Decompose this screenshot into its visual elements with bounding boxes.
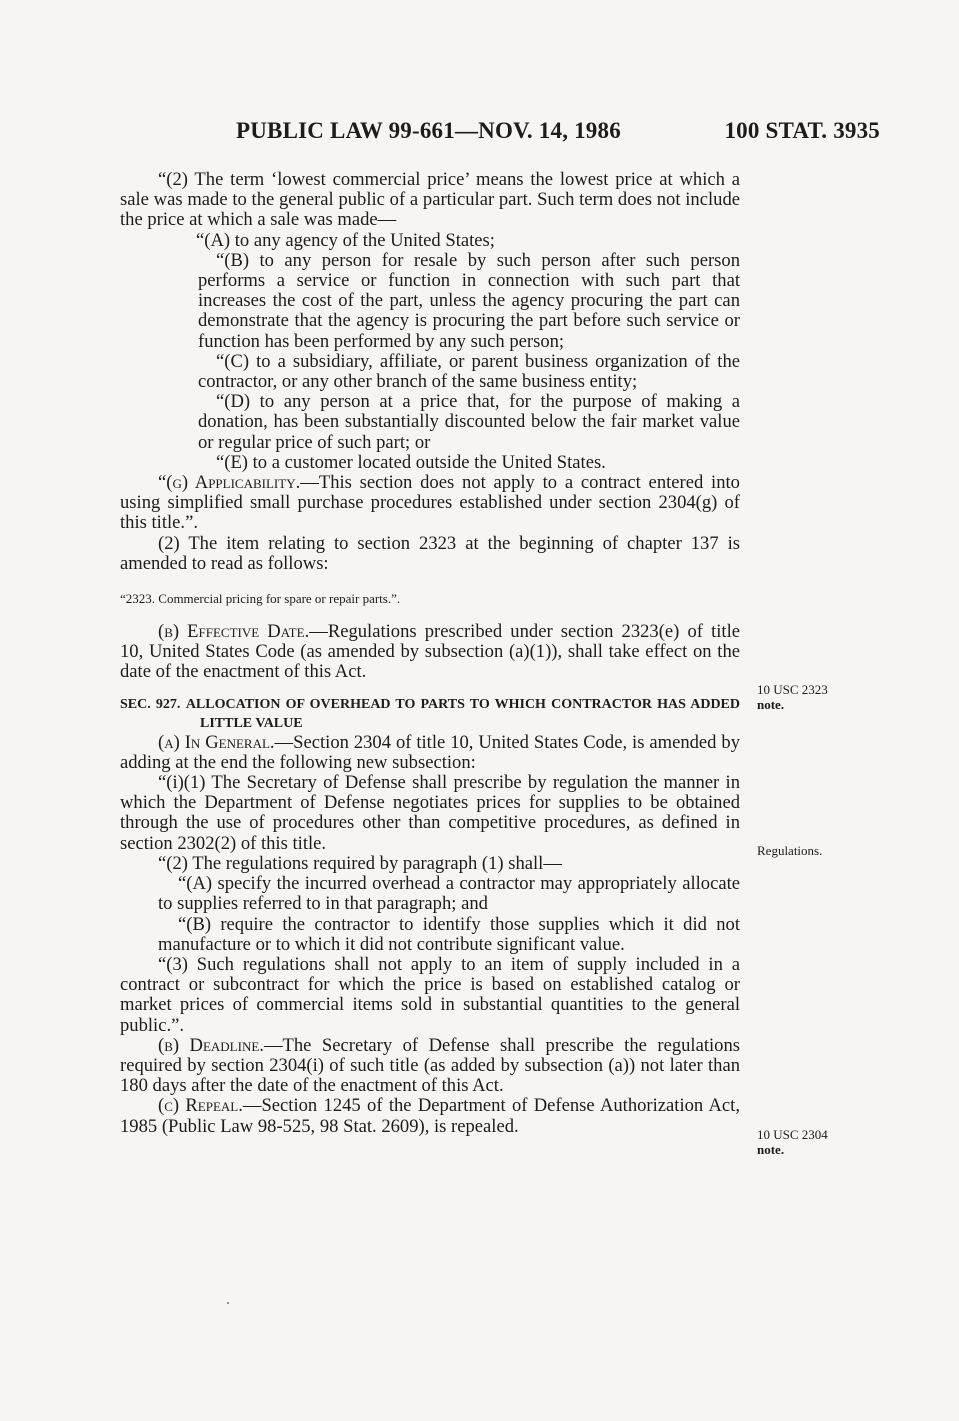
in-general-heading: (a) In General. bbox=[158, 731, 275, 753]
body-text bbox=[120, 170, 740, 1137]
paragraph-i-B: “(B) require the contractor to identify those supplies which it did not manufacture or to which it did not contribute significant value. bbox=[158, 913, 740, 955]
paragraph-lowest-price-def: “(2) The term ‘lowest commercial price’ means the lowest price at which a sale was made to the general public of a particular part. Such term does not include the price at which a sale was made— bbox=[120, 169, 740, 231]
stray-mark bbox=[227, 1302, 229, 1304]
margin-note-10usc2304 bbox=[757, 1127, 828, 1157]
section-927-number: SEC. 927. bbox=[120, 696, 181, 712]
header-title: PUBLIC LAW 99-661—NOV. 14, 1986 bbox=[236, 118, 621, 143]
paragraph-C: “(C) to a subsidiary, affiliate, or parent business organization of the contractor, or any other branch of the same business entity; bbox=[198, 350, 740, 393]
margin-note-note-2: note. bbox=[757, 1142, 785, 1157]
in-general-text: —Section 2304 of title 10, United States Code, is amended by adding at the end the following new subsection: bbox=[120, 731, 740, 773]
paragraph-in-general bbox=[120, 733, 740, 773]
paragraph-i-2: “(2) The regulations required by paragraph (1) shall— bbox=[158, 852, 562, 874]
deadline-heading: (b) Deadline. bbox=[158, 1034, 264, 1056]
margin-note-citation-2: 10 USC 2304 bbox=[757, 1127, 828, 1142]
paragraph-i-A: “(A) specify the incurred overhead a contractor may appropriately allocate to supplies referred to in that paragraph; and bbox=[158, 873, 740, 915]
margin-note-regulations bbox=[757, 843, 822, 858]
paragraph-i-3: “(3) Such regulations shall not apply to an item of supply included in a contract or subcontract for which the price is based on established catalog or market prices of commercial items sold in substantial quantities to the general public.”. bbox=[120, 953, 740, 1036]
deadline-text: —The Secretary of Defense shall prescribe the regulations required by section 2304(i) of such title (as added by subsection (a)) not later than 180 days after the date of the enactment of this Act. bbox=[120, 1034, 740, 1097]
paragraph-i-1: “(i)(1) The Secretary of Defense shall prescribe by regulation the manner in which the Department of Defense negotiates prices for supplies to be obtained through the use of procedures other than competitive procedures, as defined in section 2302(2) of this title. bbox=[120, 772, 740, 854]
applicability-text: —This section does not apply to a contract entered into using simplified small purchase procedures established under section 2304(g) of this title.”. bbox=[120, 472, 740, 534]
paragraph-E: “(E) to a customer located outside the United States. bbox=[216, 451, 606, 473]
effective-date-heading: (b) Effective Date. bbox=[158, 621, 310, 643]
margin-note-citation: 10 USC 2323 bbox=[757, 682, 828, 697]
paragraph-effective-date bbox=[120, 622, 740, 683]
repeal-text: —Section 1245 of the Department of Defense Authorization Act, 1985 (Public Law 98-525, 98 Stat. 2609), is repealed. bbox=[120, 1095, 740, 1137]
section-927-heading bbox=[120, 695, 740, 733]
header-stat-page: 100 STAT. 3935 bbox=[724, 118, 880, 143]
paragraph-repeal bbox=[120, 1096, 740, 1136]
section-927-title: ALLOCATION OF OVERHEAD TO PARTS TO WHICH CONTRACTOR HAS ADDED LITTLE VALUE bbox=[185, 696, 741, 731]
effective-date-text: —Regulations prescribed under section 2323(e) of title 10, United States Code (as amended by subsection (a)(1)), shall take effect on the date of the enactment of this Act. bbox=[120, 621, 740, 683]
paragraph-D: “(D) to any person at a price that, for the purpose of making a donation, has been substantially discounted below the fair market value or regular price of such part; or bbox=[198, 391, 740, 453]
paragraph-item-2323: (2) The item relating to section 2323 at the beginning of chapter 137 is amended to read as follows: bbox=[120, 532, 740, 574]
paragraph-2323-heading: “2323. Commercial pricing for spare or repair parts.”. bbox=[120, 591, 401, 607]
paragraph-A: “(A) to any agency of the United States; bbox=[196, 229, 495, 251]
margin-note-note: note. bbox=[757, 697, 785, 712]
paragraph-B: “(B) to any person for resale by such person after such person performs a service or function in connection with such part that increases the cost of the part, unless the agency procuring the part can demonstrate that the agency is procuring the part before such service or function has been performed by any such person; bbox=[198, 249, 740, 352]
applicability-heading: “(g) Applicability. bbox=[158, 472, 301, 494]
margin-note-regulations-label: Regulations. bbox=[757, 843, 823, 858]
paragraph-deadline bbox=[120, 1036, 740, 1097]
paragraph-g-applicability bbox=[82, 473, 740, 534]
page-header bbox=[236, 118, 880, 144]
repeal-heading: (c) Repeal. bbox=[158, 1095, 243, 1117]
margin-note-10usc2323 bbox=[757, 682, 828, 712]
